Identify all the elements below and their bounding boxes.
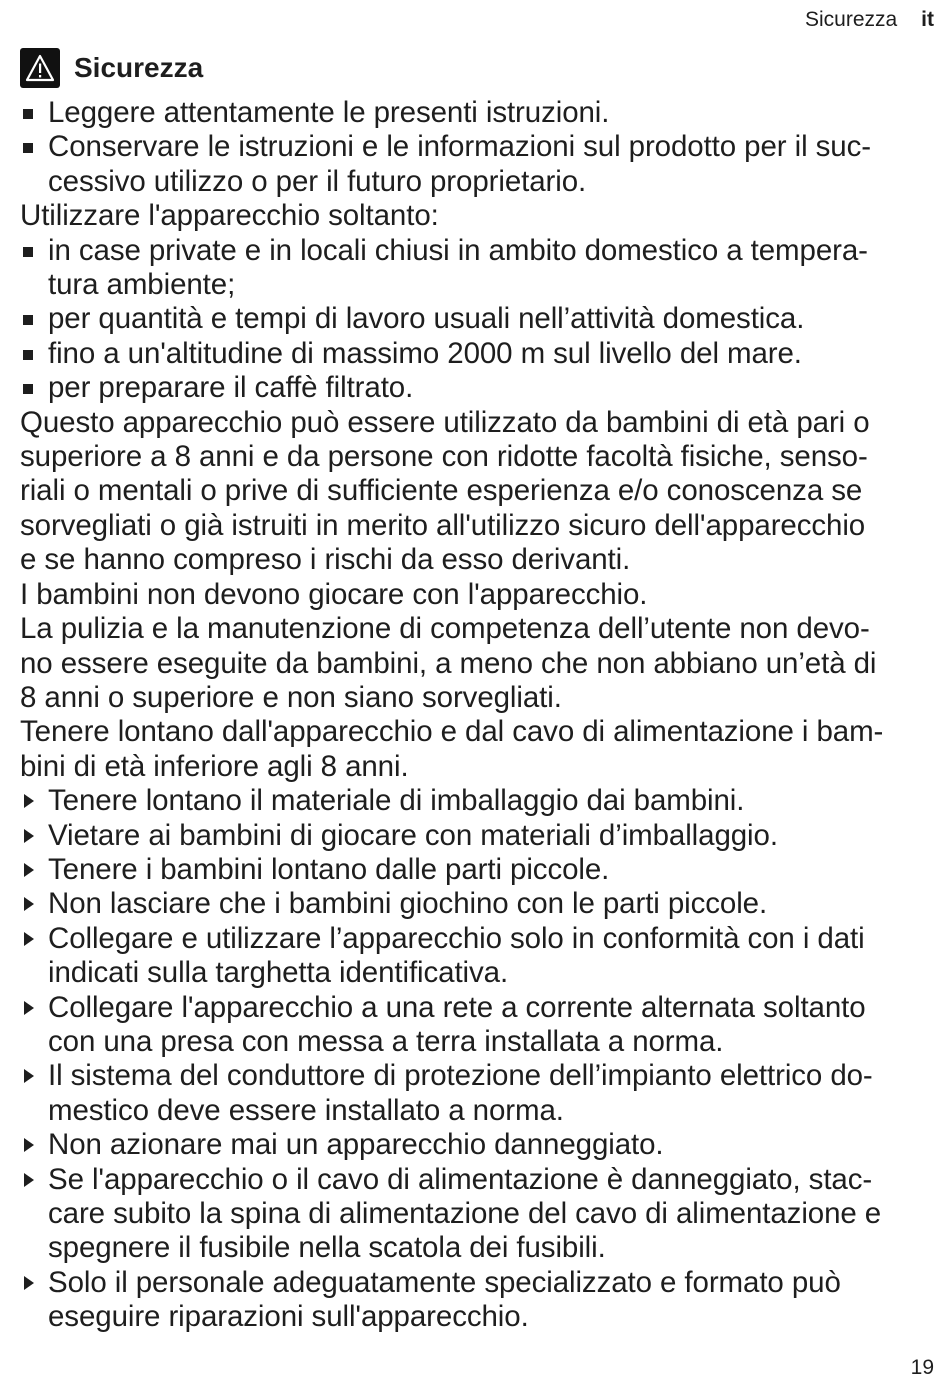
paragraph: La pulizia e la manutenzione di competenza dell’utente non devo- no essere eseguite da bambini, a meno che non abbiano un’età di 8 anni o superiore e non siano sorvegliati. bbox=[20, 612, 877, 714]
instruction-item: Il sistema del conduttore di protezione dell’impianto elettrico do- mestico deve essere installato a norma. bbox=[20, 1059, 935, 1128]
warning-triangle-icon bbox=[20, 48, 60, 88]
bullet-item: Conservare le istruzioni e le informazioni sul prodotto per il suc- cessivo utilizzo o per il futuro proprietario. bbox=[20, 130, 935, 199]
instruction-item: Vietare ai bambini di giocare con materiali d’imballaggio. bbox=[20, 819, 935, 853]
bullet-item: Leggere attentamente le presenti istruzioni. bbox=[20, 96, 935, 130]
instruction-item: Se l'apparecchio o il cavo di alimentazione è danneggiato, stac- care subito la spina di alimentazione del cavo di alimentazione e spegnere il fusibile nella scatola dei fusibili. bbox=[20, 1163, 935, 1266]
page-title: Sicurezza bbox=[74, 52, 204, 83]
instruction-item: Solo il personale adeguatamente specializzato e formato può eseguire riparazioni sull'apparecchio. bbox=[20, 1266, 935, 1335]
paragraph: Utilizzare l'apparecchio soltanto: bbox=[20, 199, 439, 233]
instruction-item: Collegare l'apparecchio a una rete a corrente alternata soltanto con una presa con messa a terra installata a norma. bbox=[20, 991, 935, 1060]
bullet-item: per preparare il caffè filtrato. bbox=[20, 371, 935, 405]
instruction-item: Tenere i bambini lontano dalle parti piccole. bbox=[20, 853, 935, 887]
instruction-item: Non lasciare che i bambini giochino con le parti piccole. bbox=[20, 887, 935, 921]
bullet-item: per quantità e tempi di lavoro usuali nell’attività domestica. bbox=[20, 302, 935, 336]
paragraph: Questo apparecchio può essere utilizzato da bambini di età pari o superiore a 8 anni e da persone con ridotte facoltà fisiche, senso- riali o mentali o prive di sufficiente esperienza e/o conoscenza se sorvegliati o già istruiti in merito all'utilizzo sicuro dell'apparecchio e se hanno compreso i rischi da esso derivanti. bbox=[20, 405, 870, 577]
bullet-item: in case private e in locali chiusi in ambito domestico a tempera- tura ambiente; bbox=[20, 234, 935, 303]
safety-content bbox=[20, 96, 935, 1335]
paragraph: Tenere lontano dall'apparecchio e dal cavo di alimentazione i bam- bini di età inferiore agli 8 anni. bbox=[20, 715, 884, 783]
paragraph: I bambini non devono giocare con l'apparecchio. bbox=[20, 577, 648, 611]
page-number: 19 bbox=[910, 1356, 934, 1379]
header-section: Sicurezza bbox=[804, 8, 898, 31]
instruction-item: Tenere lontano il materiale di imballaggio dai bambini. bbox=[20, 784, 935, 818]
running-header bbox=[805, 8, 934, 32]
instruction-item: Non azionare mai un apparecchio danneggiato. bbox=[20, 1128, 935, 1162]
section-heading bbox=[20, 48, 203, 88]
instruction-item: Collegare e utilizzare l’apparecchio solo in conformità con i dati indicati sulla targhetta identificativa. bbox=[20, 922, 935, 991]
header-language: it bbox=[921, 8, 934, 31]
bullet-item: fino a un'altitudine di massimo 2000 m sul livello del mare. bbox=[20, 337, 935, 371]
